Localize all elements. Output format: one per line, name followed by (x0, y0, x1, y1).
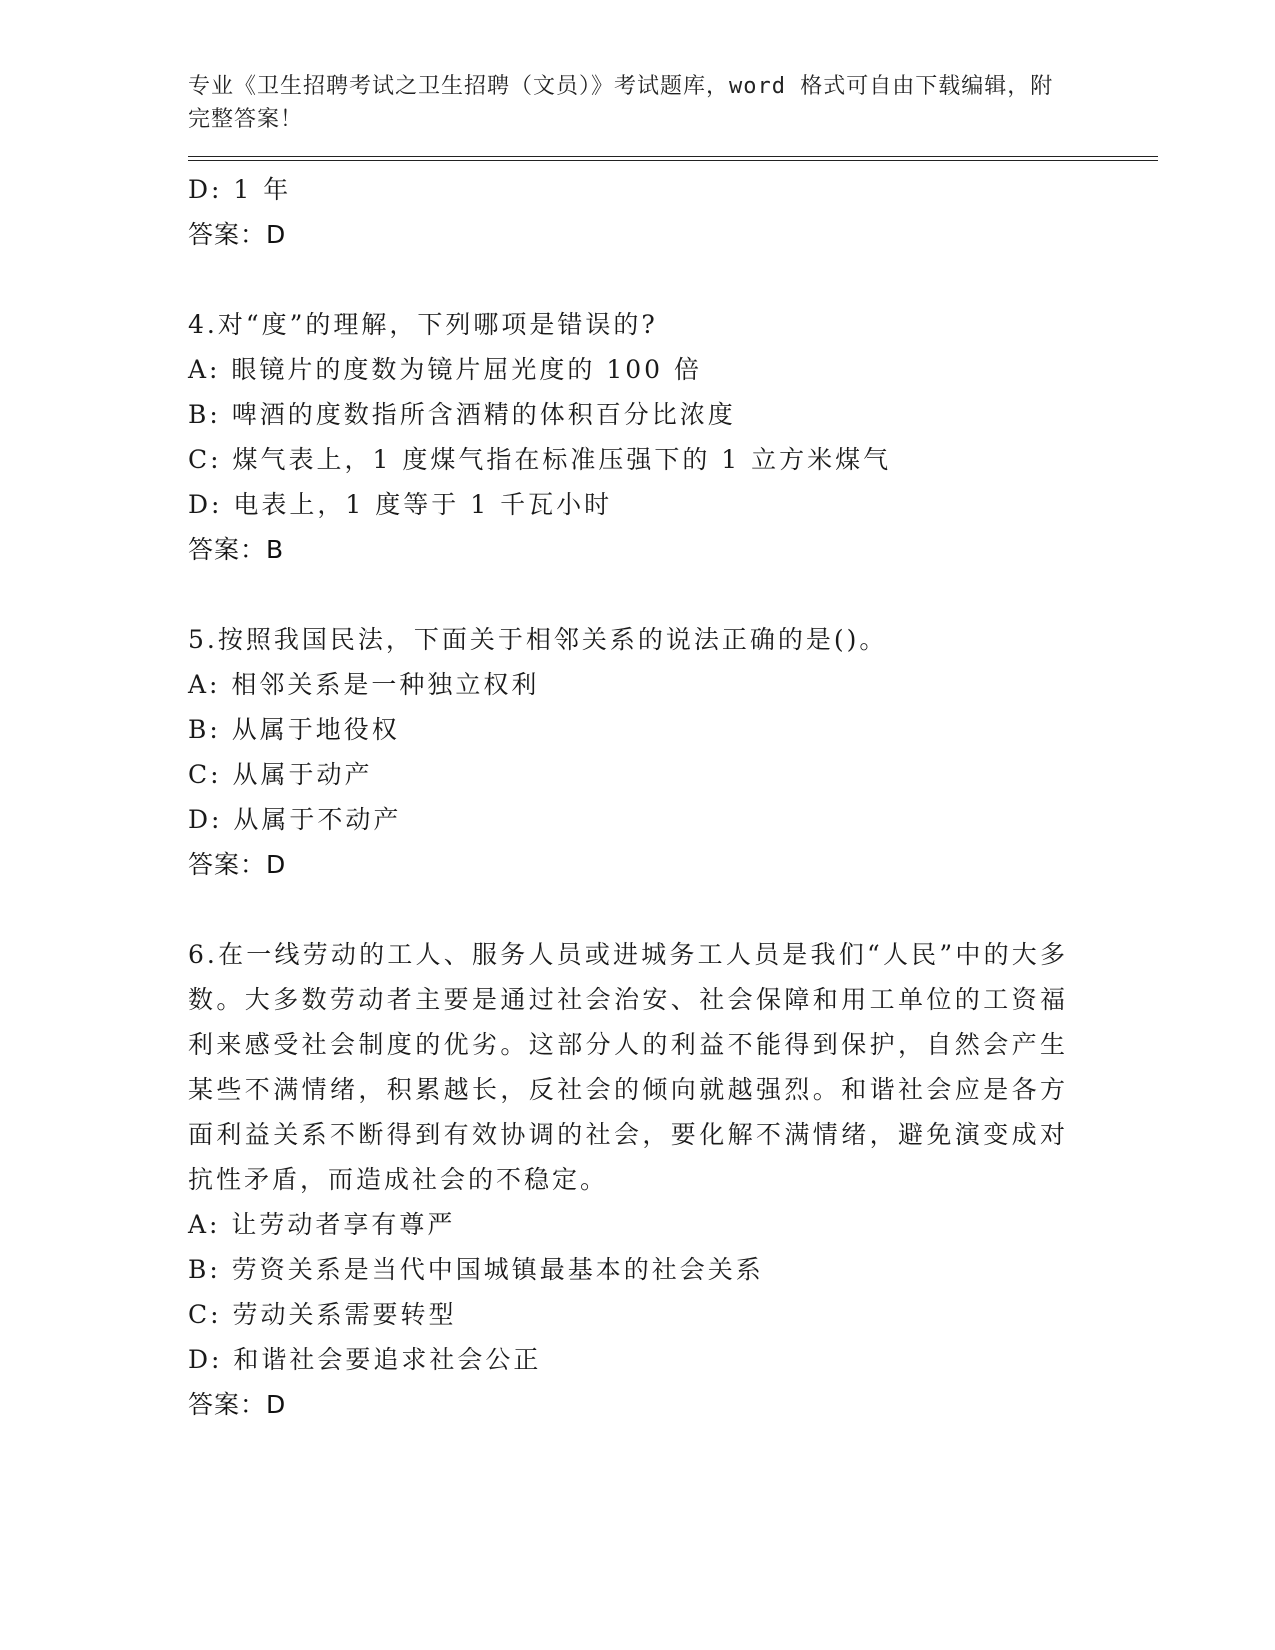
question-stem: 4.对“度”的理解，下列哪项是错误的? (188, 310, 658, 339)
option-c: C: 劳动关系需要转型 (188, 1300, 457, 1329)
question-4 (188, 302, 1158, 572)
spacer (188, 257, 1158, 302)
option-d: D: 从属于不动产 (188, 805, 402, 834)
question-stem: 6.在一线劳动的工人、服务人员或进城务工人员是我们“人民”中的大多数。大多数劳动者主要是通过社会治安、社会保障和用工单位的工资福利来感受社会制度的优劣。这部分人的利益不能得到保护，自然会产生某些不满情绪，积累越长，反社会的倾向就越强烈。和谐社会应是各方面利益关系不断得到有效协调的社会，要化解不满情绪，避免演变成对抗性矛盾，而造成社会的不稳定。 (188, 940, 1068, 1194)
option-c: C: 煤气表上，1 度煤气指在标准压强下的 1 立方米煤气 (188, 445, 892, 474)
question-6 (188, 932, 1158, 1427)
option-a: A: 眼镜片的度数为镜片屈光度的 100 倍 (188, 355, 703, 384)
option-b: B: 从属于地役权 (188, 715, 400, 744)
answer: 答案：B (188, 535, 285, 564)
question-list (188, 167, 1158, 1427)
question-5 (188, 617, 1158, 887)
prev-option-d: D: 1 年 (188, 175, 292, 204)
spacer (188, 887, 1158, 932)
document-page (188, 70, 1158, 1427)
option-c: C: 从属于动产 (188, 760, 373, 789)
option-d: D: 电表上，1 度等于 1 千瓦小时 (188, 490, 613, 519)
header-divider (188, 156, 1158, 161)
option-b: B: 啤酒的度数指所含酒精的体积百分比浓度 (188, 400, 736, 429)
spacer (188, 572, 1158, 617)
prev-answer: 答案：D (188, 220, 287, 249)
answer: 答案：D (188, 850, 287, 879)
question-stem: 5.按照我国民法，下面关于相邻关系的说法正确的是()。 (188, 625, 888, 654)
option-a: A: 相邻关系是一种独立权利 (188, 670, 540, 699)
option-b: B: 劳资关系是当代中国城镇最基本的社会关系 (188, 1255, 764, 1284)
answer: 答案：D (188, 1390, 287, 1419)
option-d: D: 和谐社会要追求社会公正 (188, 1345, 542, 1374)
document-header: 专业《卫生招聘考试之卫生招聘（文员）》考试题库，word 格式可自由下载编辑，附完整答案！ (188, 74, 1054, 132)
option-a: A: 让劳动者享有尊严 (188, 1210, 456, 1239)
